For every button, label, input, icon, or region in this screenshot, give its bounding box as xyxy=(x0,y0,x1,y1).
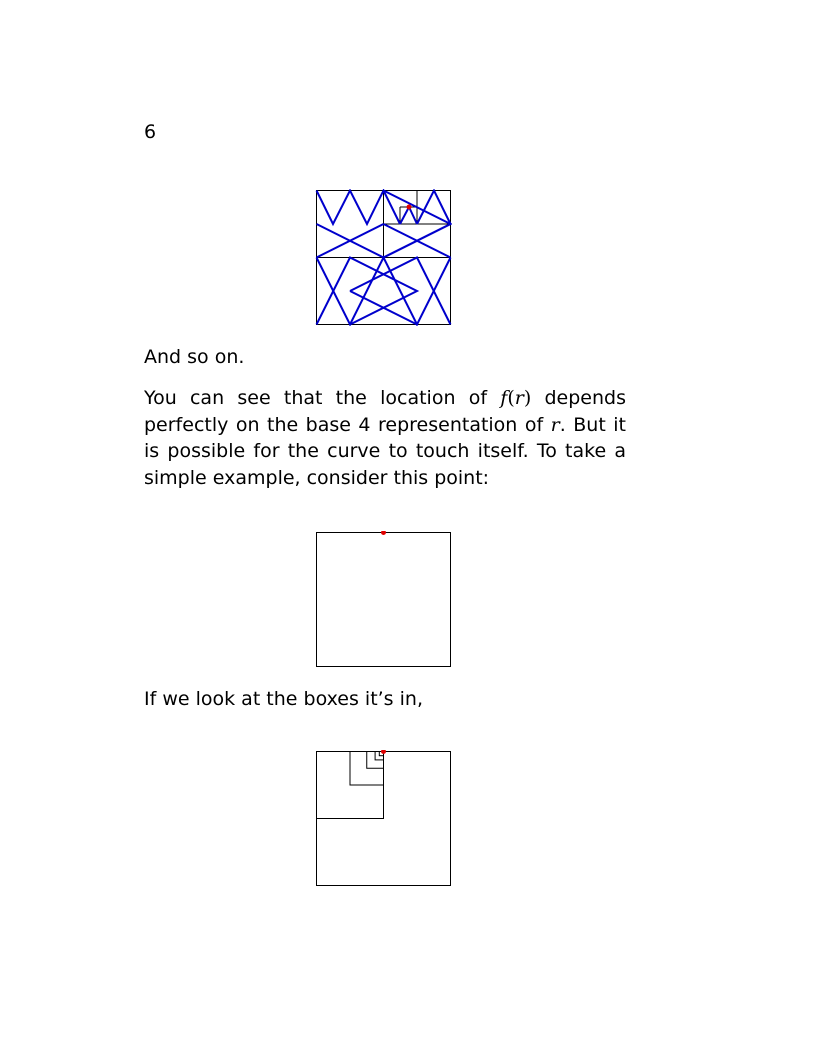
marked-point xyxy=(407,205,412,210)
curve-segment xyxy=(417,191,451,225)
marked-point xyxy=(381,531,386,535)
text-run: depends perfectly on the base 4 representation of xyxy=(144,387,627,436)
math-r: r xyxy=(550,413,560,436)
text-run: You can see that the location of xyxy=(144,387,501,409)
paragraph-boxes: If we look at the boxes it’s in, xyxy=(144,688,423,710)
page-number: 6 xyxy=(144,121,157,143)
curve-segment xyxy=(317,258,451,325)
outer-square xyxy=(317,533,451,667)
curve-segment xyxy=(317,191,401,225)
paragraph-location xyxy=(144,385,626,491)
curve-figure xyxy=(315,189,452,326)
math-f-of-r: f(r) xyxy=(500,387,532,409)
curve-segment xyxy=(400,207,417,224)
nested-boxes-figure xyxy=(315,750,452,887)
point-figure xyxy=(315,531,452,668)
paragraph-and-so-on: And so on. xyxy=(144,346,245,368)
text-run: . But it is possible for the curve to touch itself. To take a simple example, consider this point: xyxy=(144,413,626,489)
marked-point xyxy=(381,750,386,754)
